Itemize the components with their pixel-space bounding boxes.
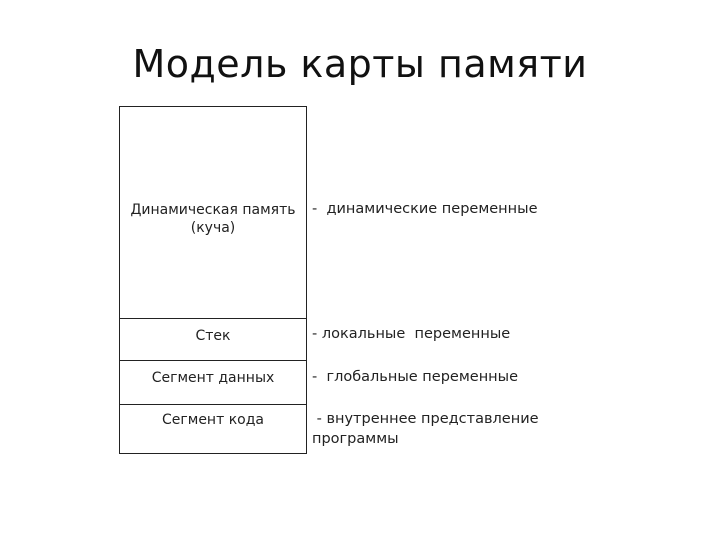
segment-data-description: - глобальные переменные [312, 369, 519, 385]
segment-heap-label-line1: Динамическая память [130, 202, 296, 218]
segment-stack-description: - локальные переменные [312, 326, 511, 342]
slide-title: Модель карты памяти [132, 42, 588, 86]
segment-code-label: Сегмент кода [162, 412, 264, 428]
segment-heap-label [120, 201, 306, 237]
segment-code-description-line1: - внутреннее представление [312, 411, 539, 427]
segment-heap-description: - динамические переменные [312, 201, 538, 217]
segment-code-description-line2: программы [312, 431, 399, 447]
segment-heap-label-line2: (куча) [190, 220, 236, 236]
segment-code-description [312, 409, 572, 449]
divider-stack [120, 318, 306, 319]
memory-map-diagram [119, 106, 307, 454]
segment-data-label: Сегмент данных [151, 370, 275, 386]
divider-code [120, 404, 306, 405]
segment-stack-label: Стек [195, 328, 231, 344]
divider-data [120, 360, 306, 361]
